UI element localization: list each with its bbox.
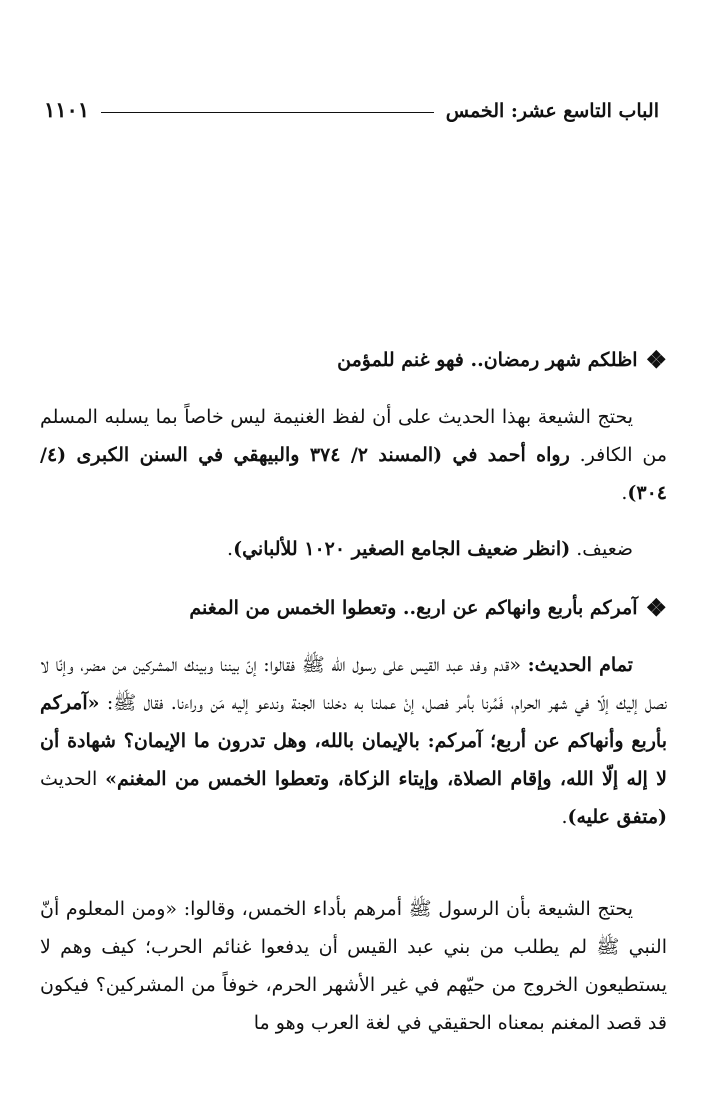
header-rule — [101, 112, 434, 113]
ornament-icon: ❖ — [645, 345, 667, 374]
page-number: ١١٠١ — [44, 97, 90, 122]
section-1-body — [40, 398, 667, 512]
grade-text: ضعيف. — [576, 538, 633, 560]
paragraph: يحتج الشيعة بأن الرسول ﷺ أمرهم بأداء الخمس، وقالوا: «ومن المعلوم أنّ النبي ﷺ لم يطلب من بني عبد القيس أن يدفعوا غنائم الحرب؛ كيف وهم لا يستطيعون الخروج من حيّهم في غير الأشهر الحرم، خوفاً من المشركين؟ فيكون قد قصد المغنم بمعناه الحقيقي في لغة العرب وهو ما — [40, 898, 667, 1034]
reference-text: رواه أحمد في (المسند ٢/ ٣٧٤ والبيهقي في السنن الكبرى (٤/ ٣٠٤) — [40, 444, 667, 504]
paragraph — [40, 398, 667, 512]
hadith-text: «قدم وفد عبد القيس على رسول الله ﷺ فقالوا: إنّ بيننا وبينك المشركين من مضر، وإنّا لا نصل إليك إلّا في شهر الحرام، فَمُرنا بأمر فصل، إنْ عملنا به دخلنا الجنة وندعو إليه مَن وراءنا. فقال ﷺ: — [40, 654, 668, 714]
hadith-label: تمام الحديث: — [527, 654, 633, 676]
punctuation: . — [227, 538, 234, 560]
paragraph-text: يحتج الشيعة بهذا الحديث على أن لفظ الغنيمة ليس خاصاً بما يسلبه المسلم من الكافر. — [40, 406, 668, 466]
hadith-quote: «آمركم بأربع وأنهاكم عن أربع؛ آمركم: بالإيمان بالله، وهل تدرون ما الإيمان؟ شهادة أن لا إله إلّا الله، وإقام الصلاة، وإيتاء الزكاة، وتعطوا الخمس من المغنم» — [40, 692, 667, 790]
section-2-body — [40, 890, 667, 1042]
punctuation: . — [561, 806, 568, 828]
hadith-tail: الحديث — [40, 768, 98, 790]
hadith-text-block — [40, 646, 667, 836]
reference-text: (انظر ضعيف الجامع الصغير ١٠٢٠ للألباني) — [233, 538, 571, 560]
running-header — [44, 88, 659, 122]
section-heading-2 — [40, 593, 667, 622]
section-1-grade — [40, 530, 667, 568]
paragraph — [40, 646, 667, 836]
section-heading-1 — [40, 345, 667, 374]
punctuation: . — [621, 482, 628, 504]
chapter-title: الباب التاسع عشر: الخمس — [445, 100, 659, 122]
hadith-reference: (متفق عليه) — [567, 806, 667, 828]
heading-text: آمركم بأربع وانهاكم عن اربع.. وتعطوا الخمس من المغنم — [189, 597, 638, 619]
heading-text: اظلكم شهر رمضان.. فهو غنم للمؤمن — [337, 349, 638, 371]
ornament-icon: ❖ — [645, 593, 667, 622]
paragraph — [40, 530, 667, 568]
